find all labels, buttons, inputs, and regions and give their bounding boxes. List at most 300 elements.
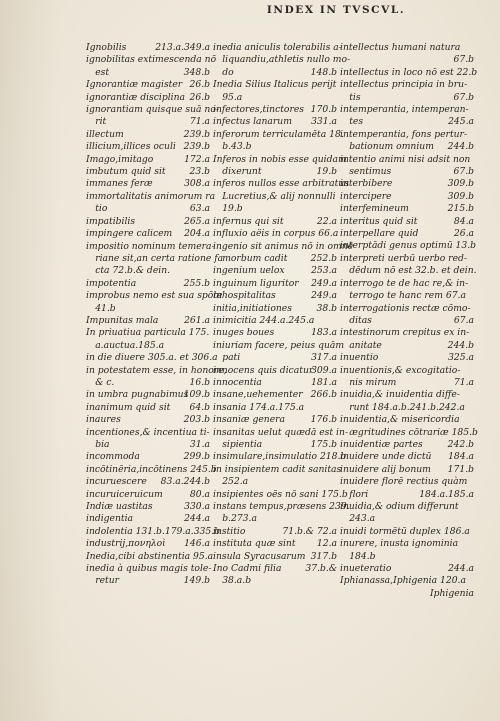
index-entry — [213, 141, 337, 153]
index-term: intercipere — [340, 190, 392, 202]
index-reference: 71.b.& 72.a — [282, 525, 337, 537]
index-term: Iphianassa,Iphigenia 120.a — [340, 575, 466, 587]
index-term: instituta quæ sint — [213, 538, 296, 550]
index-entry — [340, 476, 474, 488]
index-entry — [213, 178, 349, 190]
index-term: interpellare quid — [340, 228, 419, 240]
index-term: flori — [340, 488, 369, 500]
index-reference: 172.a — [184, 153, 210, 165]
index-entry — [86, 315, 210, 327]
index-term: inueteratio — [340, 563, 392, 575]
index-term: bationum omnium — [340, 141, 434, 153]
index-reference: 331.a — [311, 116, 337, 128]
index-term: runt 184.a.b.241.b.242.a — [340, 401, 465, 413]
index-reference: 19.b — [316, 166, 337, 178]
index-entry — [86, 154, 210, 166]
index-entry — [340, 489, 474, 501]
index-entry — [340, 116, 474, 128]
index-entry — [86, 290, 223, 302]
index-term: & c. — [86, 376, 115, 388]
index-term: interfemineum — [340, 203, 409, 215]
index-entry — [86, 501, 210, 513]
index-entry — [340, 79, 474, 91]
index-term: initia,initiationes — [213, 302, 292, 314]
index-term: intemperantia, fons pertur- — [340, 128, 468, 140]
index-term: inuidentia,& misericordia — [340, 414, 460, 426]
index-term: illicium,illices oculi — [86, 141, 176, 153]
index-entry — [213, 166, 337, 178]
index-entry — [340, 278, 474, 290]
index-term: morbum cadit — [213, 252, 288, 264]
index-term: bia — [86, 439, 110, 450]
index-term: 41.b — [86, 302, 116, 314]
index-term: insania 174.a.175.a — [213, 401, 305, 413]
index-entry — [213, 451, 347, 463]
index-reference: 12.a — [316, 538, 337, 550]
index-entry — [86, 116, 210, 128]
index-entry — [86, 54, 217, 66]
index-reference: 67.a — [453, 314, 474, 326]
index-entry — [340, 253, 474, 265]
index-reference: 244.b — [447, 141, 474, 153]
index-entry — [340, 551, 474, 563]
index-reference: 181.a — [311, 376, 337, 388]
index-reference: 83.a.244.b — [160, 476, 210, 488]
index-entry — [340, 191, 474, 203]
index-entry — [86, 451, 210, 463]
index-entry — [340, 575, 474, 587]
index-term: incommoda — [86, 451, 140, 463]
index-term: insula Syracusarum — [213, 550, 306, 562]
index-entry — [86, 476, 210, 488]
index-reference: 317.b — [310, 550, 337, 562]
index-entry — [86, 340, 210, 352]
index-reference: 317.a — [311, 352, 337, 364]
index-term: tis — [340, 91, 361, 103]
index-term: rit — [86, 116, 107, 128]
index-entry — [213, 551, 337, 563]
index-term: interptādi genus optimū 13.b — [340, 240, 477, 252]
index-entry — [86, 141, 210, 153]
index-term: intentio animi nisi adsit non — [340, 153, 471, 165]
index-term: retur — [86, 575, 120, 587]
index-entry — [86, 427, 210, 439]
index-term: Imago,imitago — [86, 153, 154, 165]
index-entry — [340, 464, 474, 476]
index-term: iniuriam facere, peius quām — [213, 339, 345, 351]
index-reference: 170.b — [310, 104, 337, 116]
index-entry — [340, 290, 474, 302]
index-entry — [86, 252, 224, 265]
index-entry — [86, 538, 210, 550]
index-entry — [213, 216, 337, 228]
index-term: inuentio — [340, 352, 379, 364]
index-term: intestinorum crepitus ex in- — [340, 327, 470, 339]
index-term: in die diuere 305.a. et 306.a — [86, 352, 218, 364]
index-term: ignobilitas extimescenda nō — [86, 54, 217, 66]
index-term: impotentia — [86, 277, 137, 289]
index-term: In priuatiua particula 175. — [86, 327, 210, 339]
index-entry — [86, 104, 219, 116]
index-entry — [340, 216, 474, 228]
index-entry — [213, 315, 337, 327]
index-reference: 348.b — [183, 66, 210, 78]
index-term: inuges boues — [213, 327, 275, 339]
index-reference: 22.a — [316, 215, 337, 227]
index-term: insipientes oēs nō sani 175.b — [213, 488, 348, 500]
index-entry — [340, 439, 474, 451]
index-reference: 255.b — [183, 277, 210, 289]
index-term: Ino Cadmi filia — [213, 563, 282, 575]
index-term: incentiones,& incentiua ti- — [86, 426, 210, 438]
index-reference: 148.b — [310, 66, 337, 78]
index-term: 19.b — [213, 203, 243, 215]
index-reference: 84.a — [453, 215, 474, 227]
index-entry — [86, 240, 215, 253]
index-term: 184.b — [340, 550, 376, 562]
index-term: Indiæ uastitas — [86, 501, 153, 513]
index-entry — [86, 439, 210, 451]
index-term: b.43.b — [213, 141, 252, 153]
index-entry — [213, 476, 337, 488]
index-reference: 16.b — [189, 376, 210, 388]
index-entry — [340, 402, 474, 414]
index-term: est — [86, 66, 110, 78]
index-term: insimulare,insimulatio 218.b — [213, 451, 347, 463]
index-reference: 239.b — [183, 128, 210, 140]
index-entry — [340, 365, 474, 377]
index-term: intellectus principia in bru- — [340, 79, 468, 91]
index-reference: 23.b — [189, 166, 210, 178]
index-entry — [340, 303, 474, 315]
index-entry — [213, 377, 337, 389]
index-entry — [86, 129, 210, 141]
index-reference: 184.a — [448, 451, 474, 463]
index-entry — [86, 228, 210, 240]
index-entry — [213, 290, 337, 302]
index-reference: 67.b — [453, 166, 474, 178]
index-entry — [340, 315, 474, 327]
index-entry — [86, 190, 216, 203]
index-entry — [340, 451, 474, 463]
index-term: insane,uehementer — [213, 389, 303, 401]
index-entry — [340, 501, 474, 513]
index-entry — [213, 526, 337, 538]
index-entry — [340, 526, 474, 538]
index-term: incuruescere — [86, 476, 147, 488]
index-term: terrogo te hanc rem 67.a — [340, 290, 466, 302]
index-entry — [340, 389, 474, 401]
index-entry — [213, 513, 337, 525]
index-term: cta 72.b.& dein. — [86, 265, 171, 277]
index-entry — [340, 265, 477, 277]
index-entry — [213, 128, 344, 141]
index-entry — [86, 203, 210, 215]
index-entry — [213, 42, 342, 54]
index-term: Inedia Silius Italicus perijt — [213, 79, 337, 91]
index-reference: 203.b — [183, 414, 210, 426]
index-term: interpreti uerbū uerbo red- — [340, 252, 467, 264]
index-entry — [86, 178, 210, 190]
index-term: inferorum terriculamēta 18. — [213, 128, 344, 140]
index-reference: 215.b — [447, 203, 474, 215]
index-term: immanes feræ — [86, 178, 153, 190]
index-entry — [213, 191, 337, 203]
index-reference: 249.a — [311, 290, 337, 302]
index-entry — [213, 203, 337, 215]
index-term: in insipientem cadit sanitas — [213, 463, 342, 475]
index-entry — [340, 340, 474, 352]
index-term: interrogationis rectæ cōmo- — [340, 302, 471, 314]
index-entry — [340, 42, 474, 54]
index-reference: 261.a — [184, 314, 210, 326]
index-term: inuentionis,& excogitatio- — [340, 364, 461, 376]
index-term: inuidere florē rectius quàm — [340, 476, 468, 488]
index-entry — [340, 588, 474, 600]
index-term: ingenio sit animus nō in omnē — [213, 240, 354, 252]
index-term: 38.a.b — [213, 575, 252, 587]
index-entry — [86, 92, 210, 104]
index-entry — [340, 141, 474, 153]
index-term: in umbra pugnabimus — [86, 389, 189, 401]
index-entry — [340, 66, 478, 79]
index-entry — [340, 563, 474, 575]
index-entry — [86, 377, 210, 389]
index-reference: 67.b — [453, 54, 474, 66]
index-reference: 37.b.& — [305, 563, 337, 575]
index-term: interbibere — [340, 178, 393, 190]
index-entry — [340, 240, 477, 252]
index-entry — [340, 92, 474, 104]
index-entry — [86, 489, 210, 501]
index-entry — [213, 426, 348, 439]
index-reference: 266.b — [310, 389, 337, 401]
index-entry — [86, 389, 210, 401]
index-reference: 109.b — [183, 389, 210, 401]
index-entry — [213, 54, 351, 66]
index-term: industrij,πονηλοὶ — [86, 538, 166, 550]
index-column-1 — [86, 42, 227, 588]
index-entry — [340, 327, 474, 339]
index-term: inurere, inusta ignominia — [340, 538, 459, 550]
index-term: inuidi tormētū duplex 186.a — [340, 525, 470, 537]
index-term: interitus quid sit — [340, 215, 418, 227]
index-term: inuidere alij bonum — [340, 463, 431, 475]
index-reference: 330.a — [184, 501, 210, 513]
index-entry — [213, 439, 337, 451]
index-entry — [86, 575, 210, 587]
index-term: 252.a — [213, 476, 249, 488]
index-entry — [213, 365, 337, 377]
index-term: inferos nullos esse arbitratus — [213, 178, 349, 190]
index-term: ægritudines cōtrariæ 185.b — [340, 426, 478, 438]
index-entry — [340, 104, 474, 116]
index-reference: 38.b — [316, 302, 337, 314]
index-term: intemperantia, intemperan- — [340, 104, 469, 116]
index-reference: 249.a — [311, 277, 337, 289]
index-reference: 183.a — [311, 327, 337, 339]
index-reference: 309.b — [447, 178, 474, 190]
index-entry — [213, 563, 337, 575]
index-reference: 67.b — [453, 91, 474, 103]
index-term: inedia à quibus magis tole- — [86, 563, 212, 575]
index-entry — [213, 228, 337, 240]
index-entry — [213, 339, 345, 352]
index-term: ditas — [340, 314, 372, 326]
index-entry — [86, 550, 214, 563]
index-term: 243.a — [340, 513, 376, 525]
index-entry — [340, 377, 474, 389]
index-reference: 71.a — [189, 116, 210, 128]
index-reference: 244.b — [447, 339, 474, 351]
index-reference: 26.b — [189, 91, 210, 103]
index-entry — [213, 463, 342, 476]
index-term: tes — [340, 116, 364, 128]
index-entry — [340, 54, 474, 66]
index-term: insaniæ genera — [213, 414, 286, 426]
index-column-2 — [213, 42, 354, 588]
index-reference: Iphigenia — [429, 587, 474, 599]
index-term: Impunitas mala — [86, 314, 159, 326]
index-term: inuidere unde dictū — [340, 451, 432, 463]
index-entry — [86, 265, 210, 277]
index-entry — [213, 501, 350, 513]
index-entry — [213, 92, 337, 104]
index-term: dēdum nō est 32.b. et dein. — [340, 265, 477, 277]
index-term: impingere calicem — [86, 228, 173, 240]
index-reference: 171.b — [447, 463, 474, 475]
index-term: Ignobilis — [86, 42, 127, 53]
index-entry — [213, 116, 337, 128]
index-reference: 242.b — [447, 438, 474, 450]
index-term: institio — [213, 525, 246, 537]
index-entry — [86, 463, 217, 476]
index-term: insanitas uelut quædā est in- — [213, 426, 348, 438]
index-entry — [340, 178, 474, 190]
index-term: Inedia,cibi abstinentia 95.a — [86, 550, 214, 562]
index-reference: 213.a.349.a — [155, 42, 210, 53]
index-entry — [213, 303, 337, 315]
index-entry — [86, 42, 210, 54]
index-reference: 26.b — [189, 79, 210, 91]
index-term: Ignorantiæ magister — [86, 79, 183, 91]
index-entry — [340, 414, 474, 426]
index-term: infectores,tinctores — [213, 104, 304, 116]
index-reference: 299.b — [183, 451, 210, 463]
index-term: in potestatem esse, in honore, — [86, 364, 227, 376]
running-header: INDEX IN TVSCVL. — [266, 4, 406, 16]
index-column-3 — [340, 42, 478, 600]
index-reference: 244.a — [184, 513, 210, 525]
index-term: incōtinēria,incōtinens 245.b — [86, 463, 217, 475]
index-term: pati — [213, 352, 241, 364]
index-entry — [213, 104, 337, 116]
index-term: impositio nominum temera- — [86, 240, 215, 252]
index-entry — [340, 228, 474, 240]
index-term: immortalitatis animorum ra — [86, 190, 216, 202]
index-reference: 325.a — [448, 352, 474, 364]
index-entry — [213, 278, 337, 290]
index-term: ignorantiam quisque suā no- — [86, 104, 219, 116]
index-term: influxio aëis in corpus 66.a — [213, 228, 339, 240]
index-reference: 252.b — [310, 252, 337, 264]
index-entry — [86, 216, 210, 228]
index-entry — [86, 402, 210, 414]
index-reference: 31.a — [189, 439, 210, 450]
index-reference: 309.b — [447, 190, 474, 202]
index-reference: 309.a — [311, 364, 337, 376]
index-term: inedia aniculis tolerabilis a- — [213, 42, 342, 53]
index-entry — [86, 563, 210, 575]
index-term: Lucretius,& alij nonnulli — [213, 190, 336, 202]
index-term: b.273.a — [213, 513, 257, 525]
index-term: inuidia,& inuidentia diffe- — [340, 389, 460, 401]
index-entry — [86, 303, 210, 315]
index-entry — [213, 538, 337, 550]
index-term: infernus qui sit — [213, 215, 284, 227]
index-term: 95.a — [213, 91, 243, 103]
index-entry — [86, 352, 218, 364]
index-entry — [213, 79, 337, 91]
index-entry — [86, 166, 210, 178]
index-term: dixerunt — [213, 166, 262, 178]
index-entry — [86, 414, 210, 426]
index-entry — [213, 352, 337, 364]
index-term: inuidia,& odium differunt — [340, 501, 459, 513]
index-term: ingenium uelox — [213, 265, 285, 277]
index-term: indolentia 131.b.179.a.335.b — [86, 525, 221, 537]
index-term: interrogo te de hac re,& in- — [340, 277, 469, 289]
index-reference: 239.b — [183, 141, 210, 153]
index-reference: 71.a — [453, 376, 474, 388]
index-entry — [340, 538, 474, 550]
index-term: intellectus humani natura — [340, 42, 461, 53]
index-entry — [340, 129, 474, 141]
index-term: impatibilis — [86, 215, 136, 227]
index-reference: 245.a — [448, 116, 474, 128]
index-term: anitate — [340, 339, 382, 351]
index-term: tio — [86, 203, 108, 215]
index-entry — [340, 352, 474, 364]
index-term: sentimus — [340, 166, 392, 178]
index-entry — [213, 389, 337, 401]
index-term: incuruiceruicum — [86, 488, 163, 500]
index-reference: 265.a — [184, 215, 210, 227]
index-entry — [340, 513, 474, 525]
index-term: imbutum quid sit — [86, 166, 166, 178]
index-entry — [213, 488, 348, 501]
index-reference: 175.b — [310, 439, 337, 450]
index-entry — [86, 364, 227, 377]
index-term: Inferos in nobis esse quidam — [213, 153, 347, 165]
index-entry — [213, 240, 354, 253]
index-term: inuidentiæ partes — [340, 438, 423, 450]
index-term: inanimum quid sit — [86, 401, 171, 413]
index-term: indigentia — [86, 513, 134, 525]
index-entry — [340, 203, 474, 215]
index-entry — [213, 253, 337, 265]
index-entry — [213, 402, 337, 414]
index-entry — [340, 426, 478, 439]
index-entry — [213, 575, 337, 587]
index-entry — [86, 327, 210, 339]
index-reference: 146.a — [184, 538, 210, 550]
index-entry — [213, 327, 337, 339]
index-reference: 80.a — [189, 488, 210, 500]
index-entry — [213, 67, 337, 79]
index-reference: 244.a — [448, 563, 474, 575]
index-term: innocens quis dicatur — [213, 364, 314, 376]
